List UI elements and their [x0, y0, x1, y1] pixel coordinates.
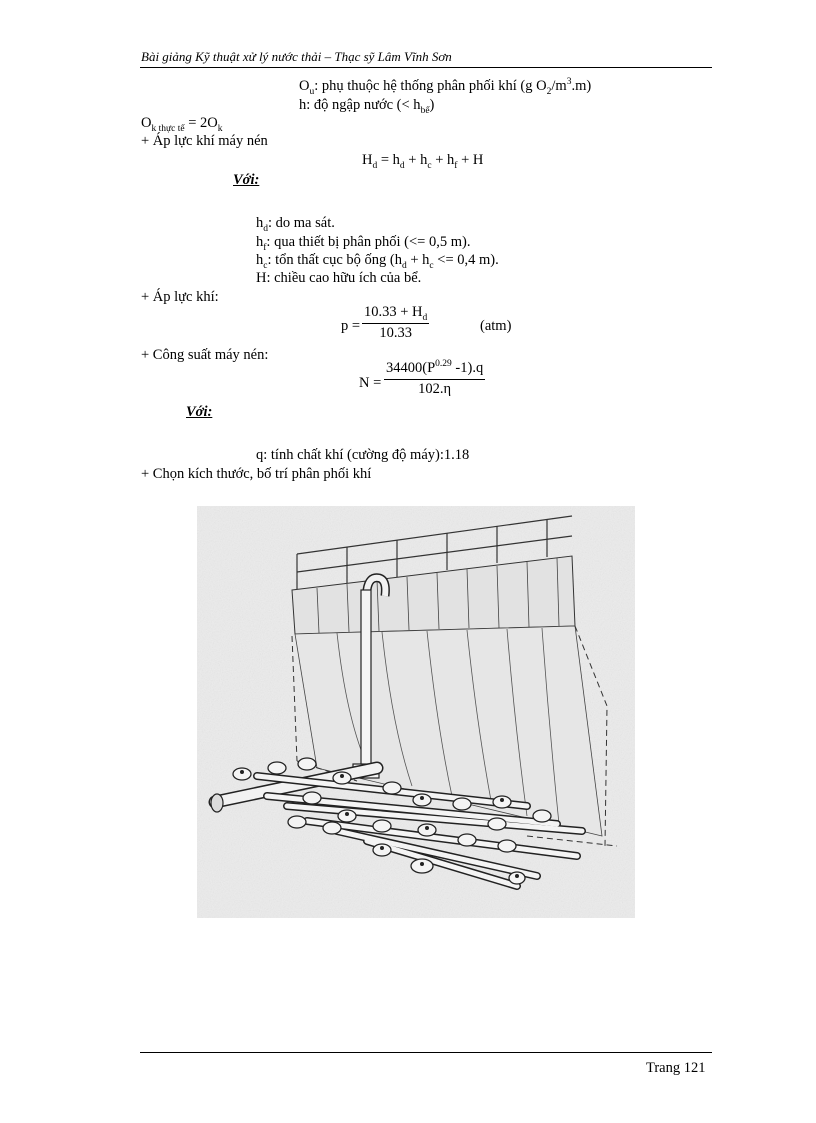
hf-definition: $h_f$: qua thiết bị phân phối (<= 0,5 m).	[256, 234, 471, 253]
n-equation-denominator: 102.η	[418, 380, 452, 397]
hd-definition: $h_d$: do ma sát.	[256, 215, 335, 234]
voi-label-1: Với:	[233, 172, 260, 188]
header-rule	[140, 67, 712, 68]
p-equation-denominator: 10.33	[379, 324, 412, 341]
air-diffuser-grid-illustration	[197, 506, 635, 918]
voi-label-2: Với:	[186, 404, 213, 420]
h-definition: h: độ ngập nước (< $h_{bể}$)	[299, 97, 435, 116]
ou-definition: $O_u$: phụ thuộc hệ thống phân phối khí (g $O_2/m^3.m$)	[299, 77, 592, 97]
document-header: Bài giảng Kỹ thuật xử lý nước thải – Thạc sỹ Lâm Vĩnh Sơn	[141, 49, 452, 64]
n-equation-numerator: $34400(P^{0.29}$ -1).q	[384, 361, 485, 380]
H-definition: H: chiều cao hữu ích của bể.	[256, 270, 422, 286]
p-equation-numerator: $10.33 + H_d$	[364, 304, 428, 323]
air-pressure-heading: + Áp lực khí:	[141, 289, 219, 305]
page-number: Trang 121	[646, 1060, 706, 1076]
p-equation-fraction	[362, 305, 429, 342]
hc-definition: $h_c$: tổn thất cục bộ ống ($h_d + h_c <= 0,4$ m).	[256, 252, 499, 271]
q-definition: q: tính chất khí (cường độ máy):1.18	[256, 447, 470, 463]
choose-layout-heading: + Chọn kích thước, bố trí phân phối khí	[141, 466, 372, 482]
hd-equation: $H_d = h_d + h_c + h_f + H$	[362, 152, 484, 171]
n-equation-fraction	[384, 361, 485, 398]
n-equation-lhs: N =	[359, 375, 382, 391]
p-equation-unit: (atm)	[480, 318, 512, 334]
ok-equation: $O_{k thực tế} = 2O_k$	[141, 115, 223, 134]
compressor-power-heading: + Công suất máy nén:	[141, 347, 269, 363]
footer-rule	[140, 1052, 712, 1053]
p-equation-lhs: p =	[341, 318, 361, 334]
compressor-pressure-heading: + Áp lực khí máy nén	[141, 133, 268, 149]
